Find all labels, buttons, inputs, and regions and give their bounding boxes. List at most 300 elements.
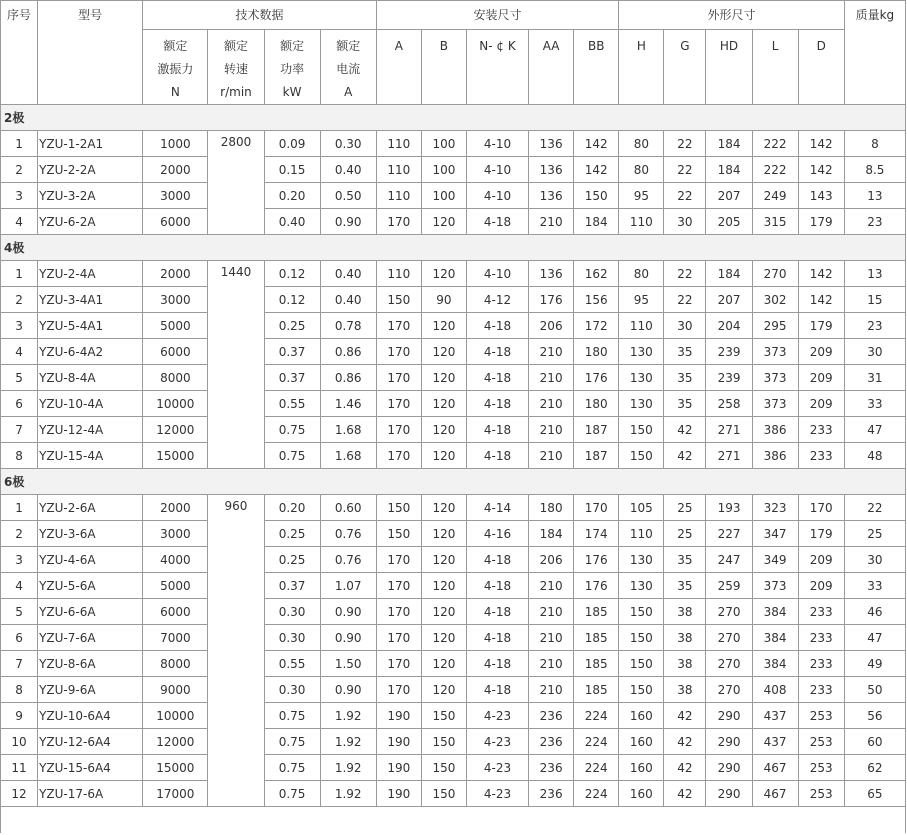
spacer-cell [1,807,906,833]
table-cell: 193 [706,495,752,521]
table-cell: 22 [664,287,706,313]
table-cell: 210 [529,573,574,599]
table-row [1,547,906,573]
table-cell: 7000 [143,625,208,651]
table-cell: YZU-10-4A [38,391,143,417]
table-cell: 48 [844,443,905,469]
table-cell: 136 [529,261,574,287]
table-cell: 179 [798,521,844,547]
table-cell: 4-18 [466,209,528,235]
table-cell: 60 [844,729,905,755]
table-cell: 184 [706,131,752,157]
table-cell: 2 [1,287,38,313]
table-cell: YZU-15-4A [38,443,143,469]
table-cell: 4-16 [466,521,528,547]
table-cell: YZU-8-6A [38,651,143,677]
table-cell: 184 [706,261,752,287]
col-a-header: A [376,30,421,105]
table-row [1,209,906,235]
table-row [1,313,906,339]
table-cell: 4-14 [466,495,528,521]
table-cell: 4 [1,209,38,235]
install-size-header: 安装尺寸 [376,1,619,30]
table-row [1,183,906,209]
table-cell: YZU-12-4A [38,417,143,443]
table-cell: 150 [376,495,421,521]
table-cell: 249 [752,183,798,209]
table-footer-spacer [1,807,906,833]
table-cell: 224 [574,755,619,781]
table-cell: 162 [574,261,619,287]
table-cell: 0.12 [264,261,320,287]
table-cell: 170 [376,651,421,677]
section-label: 2极 [1,105,906,131]
table-cell: 210 [529,417,574,443]
table-cell: 12 [1,781,38,807]
power-header-unit: kW [282,85,302,99]
table-cell: 120 [421,521,466,547]
table-cell: 184 [706,157,752,183]
table-cell: 110 [376,131,421,157]
table-cell: 30 [844,339,905,365]
table-cell: 1.50 [320,651,376,677]
table-cell: 323 [752,495,798,521]
table-cell: 42 [664,755,706,781]
table-cell: 233 [798,443,844,469]
table-cell: 190 [376,755,421,781]
table-cell: 224 [574,729,619,755]
table-cell: 150 [619,625,664,651]
col-mass-header: 质量kg [844,1,905,105]
table-cell: 1.68 [320,443,376,469]
table-cell: 0.75 [264,443,320,469]
table-cell: 209 [798,339,844,365]
table-cell: 187 [574,443,619,469]
table-cell: YZU-10-6A4 [38,703,143,729]
table-cell: 110 [376,157,421,183]
table-cell: 156 [574,287,619,313]
col-model-header: 型号 [38,1,143,105]
table-cell: 170 [376,547,421,573]
table-cell: 120 [421,573,466,599]
table-cell: 253 [798,755,844,781]
force-header-unit: N [170,85,180,99]
section-row [1,105,906,131]
table-cell: 0.78 [320,313,376,339]
table-cell: 233 [798,625,844,651]
table-row [1,625,906,651]
table-cell: 100 [421,157,466,183]
table-cell: 209 [798,573,844,599]
table-cell: YZU-17-6A [38,781,143,807]
table-cell: 46 [844,599,905,625]
table-cell: 0.90 [320,599,376,625]
table-cell: 170 [376,365,421,391]
table-cell: 437 [752,729,798,755]
col-force-header [143,30,208,105]
table-cell: 105 [619,495,664,521]
rated-speed-cell: 960 [208,495,264,807]
table-cell: 120 [421,417,466,443]
table-cell: 176 [574,573,619,599]
table-cell: 160 [619,755,664,781]
table-cell: 180 [529,495,574,521]
force-header-line: 激振力 [157,62,194,76]
table-cell: 4-18 [466,339,528,365]
table-cell: 384 [752,599,798,625]
table-cell: 184 [529,521,574,547]
table-cell: 35 [664,339,706,365]
table-cell: 4-18 [466,625,528,651]
table-row [1,131,906,157]
table-cell: 95 [619,287,664,313]
table-cell: 0.25 [264,521,320,547]
table-row [1,651,906,677]
table-cell: 210 [529,599,574,625]
section-row [1,469,906,495]
table-cell: 5000 [143,573,208,599]
table-cell: 184 [574,209,619,235]
table-cell: 35 [664,391,706,417]
table-cell: 239 [706,365,752,391]
power-header-line: 功率 [280,62,305,76]
force-header-line: 额定 [163,39,188,53]
table-cell: 1 [1,261,38,287]
table-cell: 170 [376,313,421,339]
table-cell: 5 [1,365,38,391]
table-cell: 0.37 [264,339,320,365]
table-row [1,339,906,365]
table-cell: 4-10 [466,183,528,209]
table-cell: 150 [421,703,466,729]
table-cell: 38 [664,677,706,703]
table-cell: 179 [798,313,844,339]
table-cell: YZU-12-6A4 [38,729,143,755]
table-cell: 120 [421,651,466,677]
table-cell: 210 [529,209,574,235]
table-cell: 47 [844,417,905,443]
table-cell: 349 [752,547,798,573]
table-cell: 170 [376,625,421,651]
table-cell: 142 [574,131,619,157]
table-cell: 10000 [143,703,208,729]
table-cell: 3 [1,183,38,209]
table-cell: 0.60 [320,495,376,521]
table-cell: 35 [664,365,706,391]
table-cell: 205 [706,209,752,235]
table-cell: 4-10 [466,157,528,183]
table-cell: 0.76 [320,547,376,573]
col-speed-header [208,30,264,105]
table-cell: YZU-6-6A [38,599,143,625]
table-cell: 33 [844,391,905,417]
section-row [1,235,906,261]
table-cell: 290 [706,703,752,729]
table-cell: 6 [1,391,38,417]
current-header-unit: A [344,85,353,99]
table-cell: 150 [421,729,466,755]
table-cell: 373 [752,339,798,365]
table-cell: 0.12 [264,287,320,313]
tech-data-header: 技术数据 [143,1,376,30]
table-cell: 239 [706,339,752,365]
table-cell: 302 [752,287,798,313]
col-d-header: D [798,30,844,105]
table-cell: 6000 [143,209,208,235]
table-cell: 136 [529,183,574,209]
table-cell: 0.75 [264,781,320,807]
table-cell: 8 [1,443,38,469]
table-cell: 0.30 [320,131,376,157]
table-cell: 150 [376,287,421,313]
table-cell: 210 [529,391,574,417]
table-cell: 170 [574,495,619,521]
table-cell: 120 [421,365,466,391]
table-cell: 3 [1,547,38,573]
table-cell: 222 [752,131,798,157]
table-cell: 120 [421,495,466,521]
table-cell: 176 [574,365,619,391]
table-row [1,391,906,417]
table-cell: 236 [529,729,574,755]
table-cell: 233 [798,599,844,625]
table-cell: 437 [752,703,798,729]
table-cell: 2 [1,521,38,547]
table-cell: 42 [664,729,706,755]
table-cell: 120 [421,443,466,469]
table-cell: 150 [421,781,466,807]
table-cell: 210 [529,651,574,677]
table-cell: 190 [376,729,421,755]
table-cell: 42 [664,781,706,807]
table-cell: 7 [1,651,38,677]
table-cell: 190 [376,703,421,729]
table-cell: 3 [1,313,38,339]
col-aa-header: AA [529,30,574,105]
table-cell: 467 [752,781,798,807]
table-cell: 12000 [143,729,208,755]
table-cell: 33 [844,573,905,599]
table-cell: 207 [706,287,752,313]
table-cell: 1.92 [320,729,376,755]
table-cell: 22 [844,495,905,521]
table-cell: 270 [706,651,752,677]
table-cell: 290 [706,781,752,807]
table-cell: 185 [574,651,619,677]
table-row [1,261,906,287]
table-cell: 0.90 [320,677,376,703]
table-cell: 0.37 [264,365,320,391]
table-cell: 130 [619,547,664,573]
table-cell: 80 [619,131,664,157]
table-cell: 120 [421,391,466,417]
table-cell: 0.20 [264,183,320,209]
table-cell: 22 [664,157,706,183]
table-cell: 0.09 [264,131,320,157]
table-cell: 408 [752,677,798,703]
table-cell: 47 [844,625,905,651]
table-cell: 384 [752,625,798,651]
table-cell: 0.40 [320,261,376,287]
table-cell: 210 [529,339,574,365]
section-label: 4极 [1,235,906,261]
table-cell: 9000 [143,677,208,703]
table-cell: 295 [752,313,798,339]
table-cell: 2000 [143,157,208,183]
table-cell: 170 [376,573,421,599]
table-cell: 142 [574,157,619,183]
table-cell: 4-12 [466,287,528,313]
table-cell: 0.37 [264,573,320,599]
table-cell: 347 [752,521,798,547]
table-cell: 42 [664,417,706,443]
table-cell: 7 [1,417,38,443]
table-cell: 271 [706,417,752,443]
table-cell: 227 [706,521,752,547]
table-cell: 4 [1,573,38,599]
table-cell: 0.40 [320,157,376,183]
table-cell: YZU-3-4A1 [38,287,143,313]
table-cell: 120 [421,339,466,365]
table-cell: 0.30 [264,625,320,651]
table-cell: 90 [421,287,466,313]
table-cell: 4-23 [466,755,528,781]
table-cell: 142 [798,157,844,183]
table-cell: 100 [421,183,466,209]
col-l-header: L [752,30,798,105]
table-cell: 6000 [143,599,208,625]
table-cell: 120 [421,625,466,651]
table-cell: YZU-4-6A [38,547,143,573]
table-cell: 206 [529,547,574,573]
table-cell: 110 [619,313,664,339]
table-cell: YZU-5-6A [38,573,143,599]
table-cell: 4-18 [466,391,528,417]
table-cell: 120 [421,677,466,703]
table-cell: 130 [619,365,664,391]
table-cell: 2 [1,157,38,183]
table-cell: 1.07 [320,573,376,599]
table-cell: 4-18 [466,443,528,469]
table-cell: 233 [798,417,844,443]
table-cell: 17000 [143,781,208,807]
table-cell: 270 [706,677,752,703]
table-cell: 5000 [143,313,208,339]
table-cell: 179 [798,209,844,235]
table-row [1,573,906,599]
table-cell: 467 [752,755,798,781]
table-cell: 100 [421,131,466,157]
table-cell: 187 [574,417,619,443]
table-cell: 49 [844,651,905,677]
table-cell: 4-18 [466,651,528,677]
table-row [1,157,906,183]
table-cell: 207 [706,183,752,209]
table-cell: 25 [664,495,706,521]
table-body [1,105,906,833]
table-row [1,755,906,781]
table-cell: 160 [619,729,664,755]
table-cell: 3000 [143,287,208,313]
current-header-line: 电流 [336,62,361,76]
table-cell: YZU-9-6A [38,677,143,703]
table-cell: 315 [752,209,798,235]
table-cell: 386 [752,443,798,469]
speed-header-unit: r/min [220,85,252,99]
table-cell: 10 [1,729,38,755]
table-cell: YZU-6-2A [38,209,143,235]
table-cell: 290 [706,729,752,755]
table-cell: 236 [529,755,574,781]
table-cell: 130 [619,573,664,599]
table-cell: 170 [376,391,421,417]
col-hd-header: HD [706,30,752,105]
table-cell: 373 [752,391,798,417]
table-cell: 172 [574,313,619,339]
table-cell: 4-23 [466,703,528,729]
current-header-line: 额定 [336,39,361,53]
table-cell: 1000 [143,131,208,157]
table-cell: 1.92 [320,781,376,807]
table-cell: 8.5 [844,157,905,183]
table-cell: 15000 [143,443,208,469]
table-cell: 130 [619,339,664,365]
table-cell: 130 [619,391,664,417]
table-cell: 0.20 [264,495,320,521]
table-cell: 210 [529,625,574,651]
table-cell: YZU-8-4A [38,365,143,391]
table-cell: 80 [619,157,664,183]
table-cell: 150 [619,417,664,443]
table-cell: 4-18 [466,417,528,443]
table-cell: 23 [844,209,905,235]
table-header [1,1,906,105]
table-cell: 42 [664,703,706,729]
table-cell: 8000 [143,651,208,677]
outline-size-header: 外形尺寸 [619,1,844,30]
table-cell: 150 [376,521,421,547]
table-cell: 0.15 [264,157,320,183]
table-cell: 1.92 [320,755,376,781]
table-cell: 185 [574,625,619,651]
rated-speed-cell: 2800 [208,131,264,235]
table-cell: 42 [664,443,706,469]
table-cell: 209 [798,547,844,573]
table-cell: YZU-1-2A1 [38,131,143,157]
table-cell: 170 [798,495,844,521]
table-cell: 110 [376,183,421,209]
table-cell: 0.30 [264,599,320,625]
table-cell: 0.50 [320,183,376,209]
table-cell: 0.86 [320,365,376,391]
table-cell: 142 [798,261,844,287]
table-cell: 0.75 [264,755,320,781]
table-cell: 253 [798,703,844,729]
table-cell: 56 [844,703,905,729]
col-nk-header: N- ¢ K [466,30,528,105]
table-cell: 4000 [143,547,208,573]
table-cell: 110 [376,261,421,287]
table-cell: 0.25 [264,313,320,339]
table-cell: 0.86 [320,339,376,365]
table-cell: 4-18 [466,573,528,599]
table-cell: 11 [1,755,38,781]
table-cell: 170 [376,339,421,365]
table-cell: YZU-2-2A [38,157,143,183]
table-cell: 13 [844,183,905,209]
table-row [1,287,906,313]
table-row [1,417,906,443]
